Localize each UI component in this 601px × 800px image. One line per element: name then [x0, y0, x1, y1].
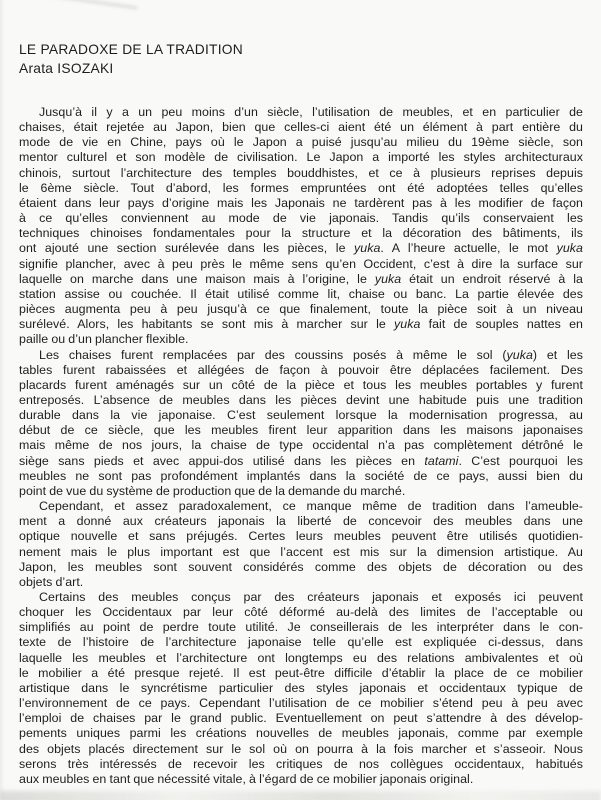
text-run: artistique dans le syncrétisme particulier des styles japonais et occidentaux typique de [19, 680, 583, 695]
text-line [19, 681, 583, 696]
text-line [19, 241, 583, 256]
text-run: pièces augmenta peu à peu jusqu’à ce que finalement, toute la pièce soit à un niveau [19, 302, 583, 317]
text-line [19, 605, 583, 620]
text-run: signifie plancher, avec à peu près le même sens qu’en Occident, c’est à dire la surface sur [19, 256, 583, 271]
text-line [19, 196, 583, 211]
text-line [19, 272, 583, 287]
text-run: mais même de nos jours, la chaise de type occidental n’a pas complètement détrôné le [19, 438, 583, 453]
text-run: yuka [354, 241, 381, 256]
text-run: début de ce siècle, que les meubles firent leur apparition dans les maisons japonaises [19, 423, 583, 438]
text-run: objets d’art. [19, 574, 84, 589]
text-run: optique nouvelle et sans préjugés. Certes leurs meubles peuvent être utilisés quotidien- [19, 529, 583, 544]
text-run: yuka [506, 347, 533, 362]
article-body [19, 105, 583, 787]
text-line [19, 590, 583, 605]
text-line [19, 393, 583, 408]
text-line [19, 454, 583, 469]
text-line [19, 257, 583, 272]
text-run: point de vue du système de production que de la demande du marché. [19, 483, 406, 498]
text-line [19, 423, 583, 438]
text-run: Japon, les meubles sont souvent considérés comme des objets de décoration ou des [19, 559, 583, 574]
text-line [19, 484, 583, 499]
text-line [19, 287, 583, 302]
text-line [19, 620, 583, 635]
text-run: simplifiés au point de perdre toute utilité. Je conseillerais de les interpréter dans le con- [19, 620, 583, 635]
text-run: nement mais le plus important est que l’accent est mis sur la dimension artistique. Au [19, 544, 583, 559]
scan-artifact-top [0, 0, 137, 9]
text-line [19, 378, 583, 393]
text-run: durable dans la vie japonaise. C’est seulement lorsque la modernisation progressa, au [19, 408, 583, 423]
text-line [19, 575, 583, 590]
text-run: tatami [424, 453, 459, 468]
title-block [19, 41, 243, 78]
text-run: tables furent rabaissées et allégées de façon à pouvoir être déplacées facilement. Des [19, 362, 583, 377]
text-line [19, 529, 583, 544]
text-line [19, 408, 583, 423]
text-run: aux meubles en tant que nécessité vitale, à l’égard de ce mobilier japonais original. [19, 771, 474, 786]
text-line [19, 166, 583, 181]
text-line [19, 772, 583, 787]
text-line [19, 135, 583, 150]
text-run: mode de vie en Chine, pays où le Japon a puisé jusqu’au milieu du 19ème siècle, son [19, 135, 583, 150]
text-run: Jusqu’à il y a un peu moins d’un siècle, l’utilisation de meubles, et en particulier de [39, 105, 583, 119]
text-line [19, 742, 583, 757]
article-author: Arata ISOZAKI [19, 60, 114, 76]
text-run: l’emploi de chaises par le grand public. Eventuellement on peut s’attendre à des dévelop- [19, 711, 583, 726]
text-run: ment a donné aux créateurs japonais la liberté de concevoir des meubles dans une [19, 514, 583, 529]
text-line [19, 363, 583, 378]
text-run: Cependant, et assez paradoxalement, ce manque même de tradition dans l’ameuble- [39, 499, 583, 514]
text-line [19, 514, 583, 529]
text-run: chinois, surtout l’architecture des temples bouddhistes, et ce à plusieurs reprises depuis [19, 165, 583, 180]
text-line [19, 545, 583, 560]
text-run: à ce qu’elles conviennent au mode de vie japonais. Tandis qu’ils conservaient les [19, 211, 583, 226]
text-line [19, 666, 583, 681]
text-line [19, 711, 583, 726]
text-run: le 6ème siècle. Tout d’abord, les formes empruntées ont été adoptées telles qu’elles [19, 180, 583, 195]
text-run: siège sans pieds et avec appui-dos utilisé dans les pièces en [19, 453, 425, 468]
text-run: étaient dans leur pays d’origine mais les Japonais ne tardèrent pas à les modifier de façon [19, 195, 583, 210]
scan-artifact-bottom [0, 791, 601, 800]
text-run: paille ou d’un plancher flexible. [19, 332, 189, 347]
text-run: yuka [394, 317, 421, 332]
text-run: le mobilier a été presque rejeté. Il est peut-être difficile d’établir la place de ce mobilier [19, 665, 583, 680]
text-run: des objets placés directement sur le sol où on pourra à la fois marcher et s’asseoir. Nous [19, 741, 583, 756]
text-line [19, 499, 583, 514]
text-line [19, 438, 583, 453]
text-line [19, 726, 583, 741]
text-run: yuka [374, 271, 402, 286]
text-run: choquer les Occidentaux par leur côté déformé au-delà des limites de l’acceptable ou [19, 605, 583, 620]
article-title: LE PARADOXE DE LA TRADITION [19, 42, 243, 57]
text-line [19, 348, 583, 363]
text-run: Les chaises furent remplacées par des coussins posés à même le sol ( [39, 347, 507, 362]
text-run: fait de souples nattes en [420, 317, 583, 332]
text-run: ) et les [532, 347, 583, 362]
text-run: laquelle on marche dans une maison mais à l’origine, le [19, 271, 375, 286]
text-run: laquelle les meubles et l’architecture ont longtemps eu des relations ambivalentes et où [19, 650, 583, 665]
text-line [19, 560, 583, 575]
text-run: station assise ou couchée. Il était utilisé comme lit, chaise ou banc. La partie élevée des [19, 286, 583, 301]
text-run: surélevé. Alors, les habitants se sont mis à marcher sur le [19, 317, 395, 332]
text-line [19, 181, 583, 196]
text-run: techniques chinoises fondamentales pour la structure et la décoration des bâtiments, ils [19, 226, 583, 241]
text-run: ont ajouté une section surélevée dans les pièces, le [19, 241, 355, 256]
text-run: texte de l’histoire de l’architecture japonaise telle qu’elle est expliquée ci-dessus, dans [19, 635, 583, 650]
text-run: yuka [556, 241, 583, 256]
text-line [19, 211, 583, 226]
text-line [19, 317, 583, 332]
text-run: était un endroit réservé à la [401, 271, 583, 286]
text-line [19, 696, 583, 711]
text-run: placards furent aménagés sur un côté de la pièce et tous les meubles portables y furent [19, 377, 583, 392]
text-line [19, 469, 583, 484]
text-run: l’environnement de ce pays. Cependant l’utilisation de ce mobilier s’étend peu à peu avec [19, 696, 583, 711]
text-line [19, 651, 583, 666]
text-run: mentor culturel et son modèle de civilisation. Le Japon a importé les styles architecturaux [19, 150, 583, 165]
text-run: entreposés. L’absence de meubles dans les pièces devint une habitude puis une tradition [19, 392, 583, 407]
scan-artifact-left-edge [0, 0, 5, 800]
text-run: . A l’heure actuelle, le mot [380, 241, 557, 256]
text-run: serons très intéressés de recevoir les critiques de nos collègues occidentaux, habitués [19, 756, 583, 771]
text-line [19, 120, 583, 135]
text-line [19, 635, 583, 650]
text-run: meubles ne sont pas profondément implantés dans la société de ce pays, aussi bien du [19, 468, 583, 483]
text-line [19, 332, 583, 347]
text-run: chaises, était rejetée au Japon, bien que celles-ci aient été un élément à part entière du [19, 120, 583, 135]
text-run: . C’est pourquoi les [458, 453, 583, 468]
text-line [19, 150, 583, 165]
text-run: pements uniques parmi les créations nouvelles de meubles japonais, comme par exemple [19, 726, 583, 741]
text-line [19, 105, 583, 120]
text-line [19, 226, 583, 241]
text-line [19, 302, 583, 317]
text-run: Certains des meubles conçus par des créateurs japonais et exposés ici peuvent [39, 590, 583, 604]
text-line [19, 757, 583, 772]
